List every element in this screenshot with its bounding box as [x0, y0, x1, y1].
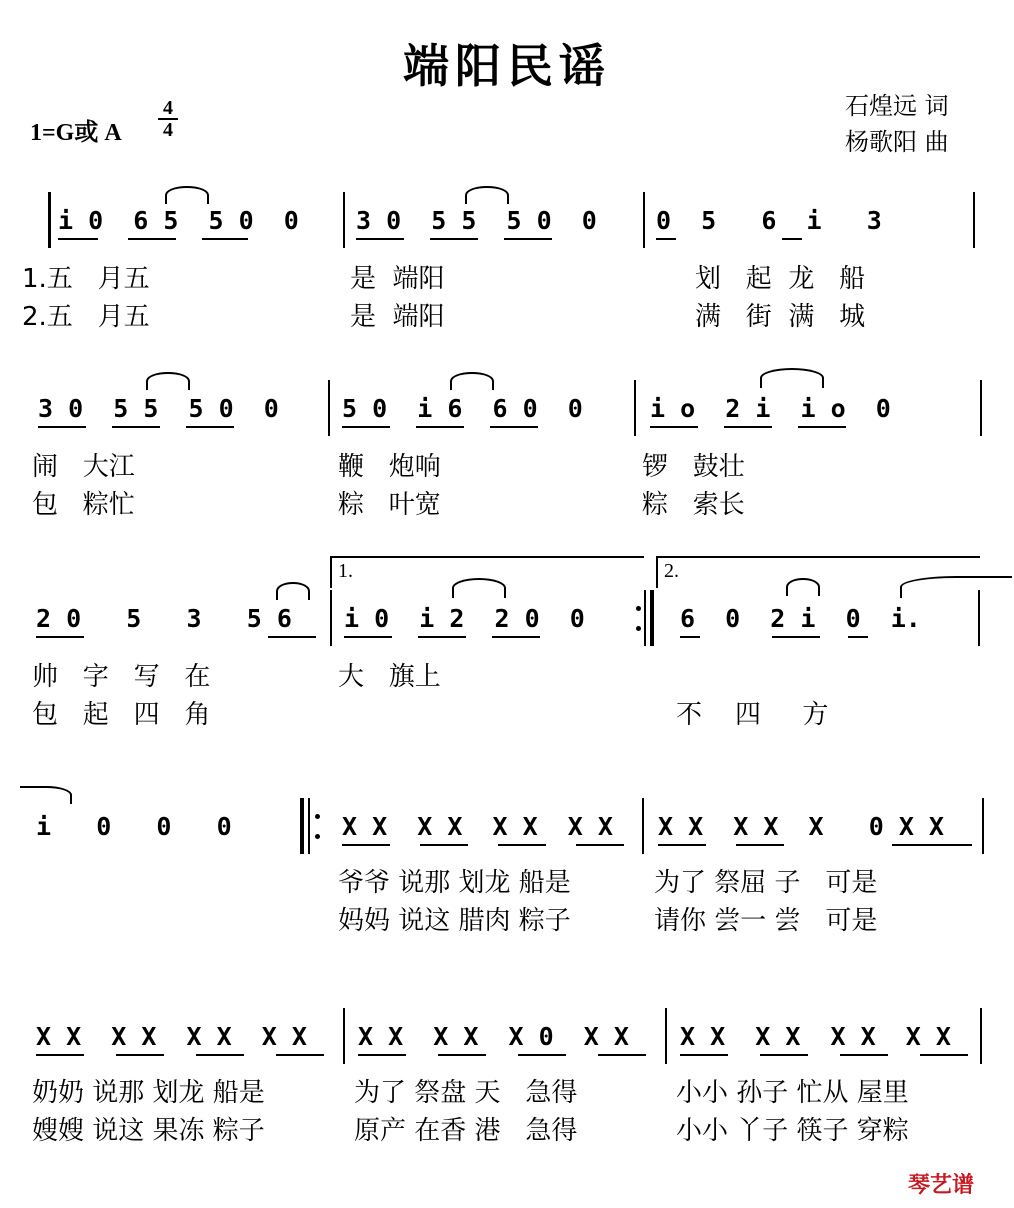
- measure-notes: 6 0 2 i 0 i.: [680, 604, 921, 633]
- barline: [978, 590, 980, 646]
- beam: [344, 636, 392, 638]
- beam: [438, 1054, 486, 1056]
- lyric-line: 爷爷 说那 划龙 船是: [338, 868, 571, 898]
- lyric-line: 粽 索长: [642, 490, 745, 520]
- measure-notes: X X X X X X X X: [36, 1022, 307, 1051]
- lyricist-credit: 石煌远 词: [845, 92, 949, 120]
- beam: [58, 238, 98, 240]
- repeat-dot: [315, 814, 320, 819]
- repeat-start-barline: [308, 798, 310, 854]
- barline: [343, 1008, 345, 1064]
- slur: [276, 582, 310, 600]
- lyric-line: 包 起 四 角: [32, 700, 211, 730]
- beam: [492, 636, 540, 638]
- beam: [518, 1054, 566, 1056]
- beam: [680, 636, 700, 638]
- lyric-line: 包 粽忙: [32, 490, 135, 520]
- volta-label: 2.: [664, 560, 679, 582]
- slur: [146, 372, 190, 390]
- beam: [420, 844, 468, 846]
- beam: [116, 1054, 164, 1056]
- beam: [848, 636, 868, 638]
- page-title: 端阳民谣: [403, 39, 611, 93]
- beam: [840, 1054, 888, 1056]
- beam: [186, 426, 234, 428]
- tie-start: [900, 576, 1012, 598]
- beam: [342, 844, 390, 846]
- lyric-line: 小小 丫子 筷子 穿粽: [676, 1116, 909, 1146]
- measure-notes: X X X X X X X X: [680, 1022, 951, 1051]
- lyric-line: 妈妈 说这 腊肉 粽子: [338, 906, 571, 936]
- beam: [658, 844, 706, 846]
- measure-notes: 0 5 6 i 3: [656, 206, 882, 235]
- beam: [772, 636, 820, 638]
- lyric-line: 闹 大江: [32, 452, 135, 482]
- barline: [642, 798, 644, 854]
- repeat-dot: [315, 834, 320, 839]
- tie-end: [20, 786, 72, 804]
- slur: [452, 578, 506, 598]
- time-signature-bottom: 4: [158, 118, 178, 140]
- lyric-line: 2.五 月五: [22, 302, 150, 332]
- repeat-dot: [636, 606, 641, 611]
- beam: [724, 426, 772, 428]
- barline: [48, 192, 51, 248]
- lyric-line: 1.五 月五: [22, 264, 150, 294]
- measure-notes: 5 0 i 6 6 0 0: [342, 394, 583, 423]
- volta-label: 1.: [338, 560, 353, 582]
- barline: [330, 590, 332, 646]
- beam: [490, 426, 538, 428]
- beam: [416, 426, 464, 428]
- repeat-end-barline: [650, 590, 654, 646]
- measure-notes: X X X X X X X X: [342, 812, 613, 841]
- barline: [643, 192, 645, 248]
- barline: [980, 380, 982, 436]
- beam: [650, 426, 698, 428]
- lyric-line: 为了 祭盘 天 急得: [354, 1078, 578, 1108]
- beam: [656, 238, 676, 240]
- beam: [576, 844, 624, 846]
- barline: [982, 798, 984, 854]
- beam: [782, 238, 802, 240]
- lyric-line: 是 端阳: [350, 264, 445, 294]
- slur: [165, 186, 209, 204]
- beam: [418, 636, 466, 638]
- measure-notes: 3 0 5 5 5 0 0: [356, 206, 597, 235]
- lyric-line: 嫂嫂 说这 果冻 粽子: [32, 1116, 265, 1146]
- measure-notes: 3 0 5 5 5 0 0: [38, 394, 279, 423]
- slur: [450, 372, 494, 390]
- measure-notes: i o 2 i i o 0: [650, 394, 891, 423]
- barline: [343, 192, 345, 248]
- beam: [112, 426, 160, 428]
- lyric-line: 小小 孙子 忙从 屋里: [676, 1078, 909, 1108]
- beam: [920, 1054, 968, 1056]
- beam: [892, 844, 972, 846]
- beam: [736, 844, 784, 846]
- barline: [328, 380, 330, 436]
- measure-notes: i 0 0 0: [36, 812, 232, 841]
- measure-notes: X X X X X 0 X X: [358, 1022, 629, 1051]
- slur: [786, 578, 820, 596]
- beam: [598, 1054, 646, 1056]
- barline: [665, 1008, 667, 1064]
- composer-credit: 杨歌阳 曲: [845, 128, 949, 156]
- lyric-line: 满 街 满 城: [695, 302, 866, 332]
- beam: [760, 1054, 808, 1056]
- measure-notes: i 0 i 2 2 0 0: [344, 604, 585, 633]
- beam: [342, 426, 390, 428]
- lyric-line: 请你 尝一 尝 可是: [654, 906, 878, 936]
- lyric-line: 锣 鼓壮: [642, 452, 745, 482]
- beam: [504, 238, 552, 240]
- beam: [356, 238, 404, 240]
- beam: [498, 844, 546, 846]
- barline: [980, 1008, 982, 1064]
- slur: [760, 368, 824, 388]
- beam: [36, 636, 84, 638]
- lyric-line: 奶奶 说那 划龙 船是: [32, 1078, 265, 1108]
- lyric-line: 为了 祭屈 子 可是: [654, 868, 878, 898]
- time-signature: [158, 98, 178, 140]
- beam: [36, 1054, 84, 1056]
- barline: [634, 380, 636, 436]
- lyric-line: 大 旗上: [338, 662, 441, 692]
- beam: [202, 238, 248, 240]
- repeat-start-barline: [300, 798, 304, 854]
- beam: [430, 238, 478, 240]
- barline: [973, 192, 975, 248]
- beam: [128, 238, 176, 240]
- slur: [465, 186, 509, 204]
- beam: [196, 1054, 244, 1056]
- lyric-line: 划 起 龙 船: [695, 264, 866, 294]
- lyric-line: 鞭 炮响: [338, 452, 441, 482]
- measure-notes: i 0 6 5 5 0 0: [58, 206, 299, 235]
- beam: [268, 636, 316, 638]
- beam: [798, 426, 846, 428]
- measure-notes: 2 0 5 3 5 6: [36, 604, 292, 633]
- beam: [680, 1054, 728, 1056]
- watermark-logo: 琴艺谱: [908, 1173, 975, 1198]
- lyric-line: 是 端阳: [350, 302, 445, 332]
- beam: [276, 1054, 324, 1056]
- lyric-line: 粽 叶宽: [338, 490, 441, 520]
- time-signature-top: 4: [163, 97, 173, 119]
- repeat-end-barline: [644, 590, 646, 646]
- repeat-dot: [636, 626, 641, 631]
- lyric-line: 原产 在香 港 急得: [354, 1116, 578, 1146]
- beam: [358, 1054, 406, 1056]
- lyric-line: 帅 字 写 在: [32, 662, 211, 692]
- lyric-line: 不 四 方: [676, 700, 829, 730]
- beam: [38, 426, 86, 428]
- measure-notes: X X X X X 0 X X: [658, 812, 944, 841]
- key-signature: 1=G或 A: [30, 120, 122, 146]
